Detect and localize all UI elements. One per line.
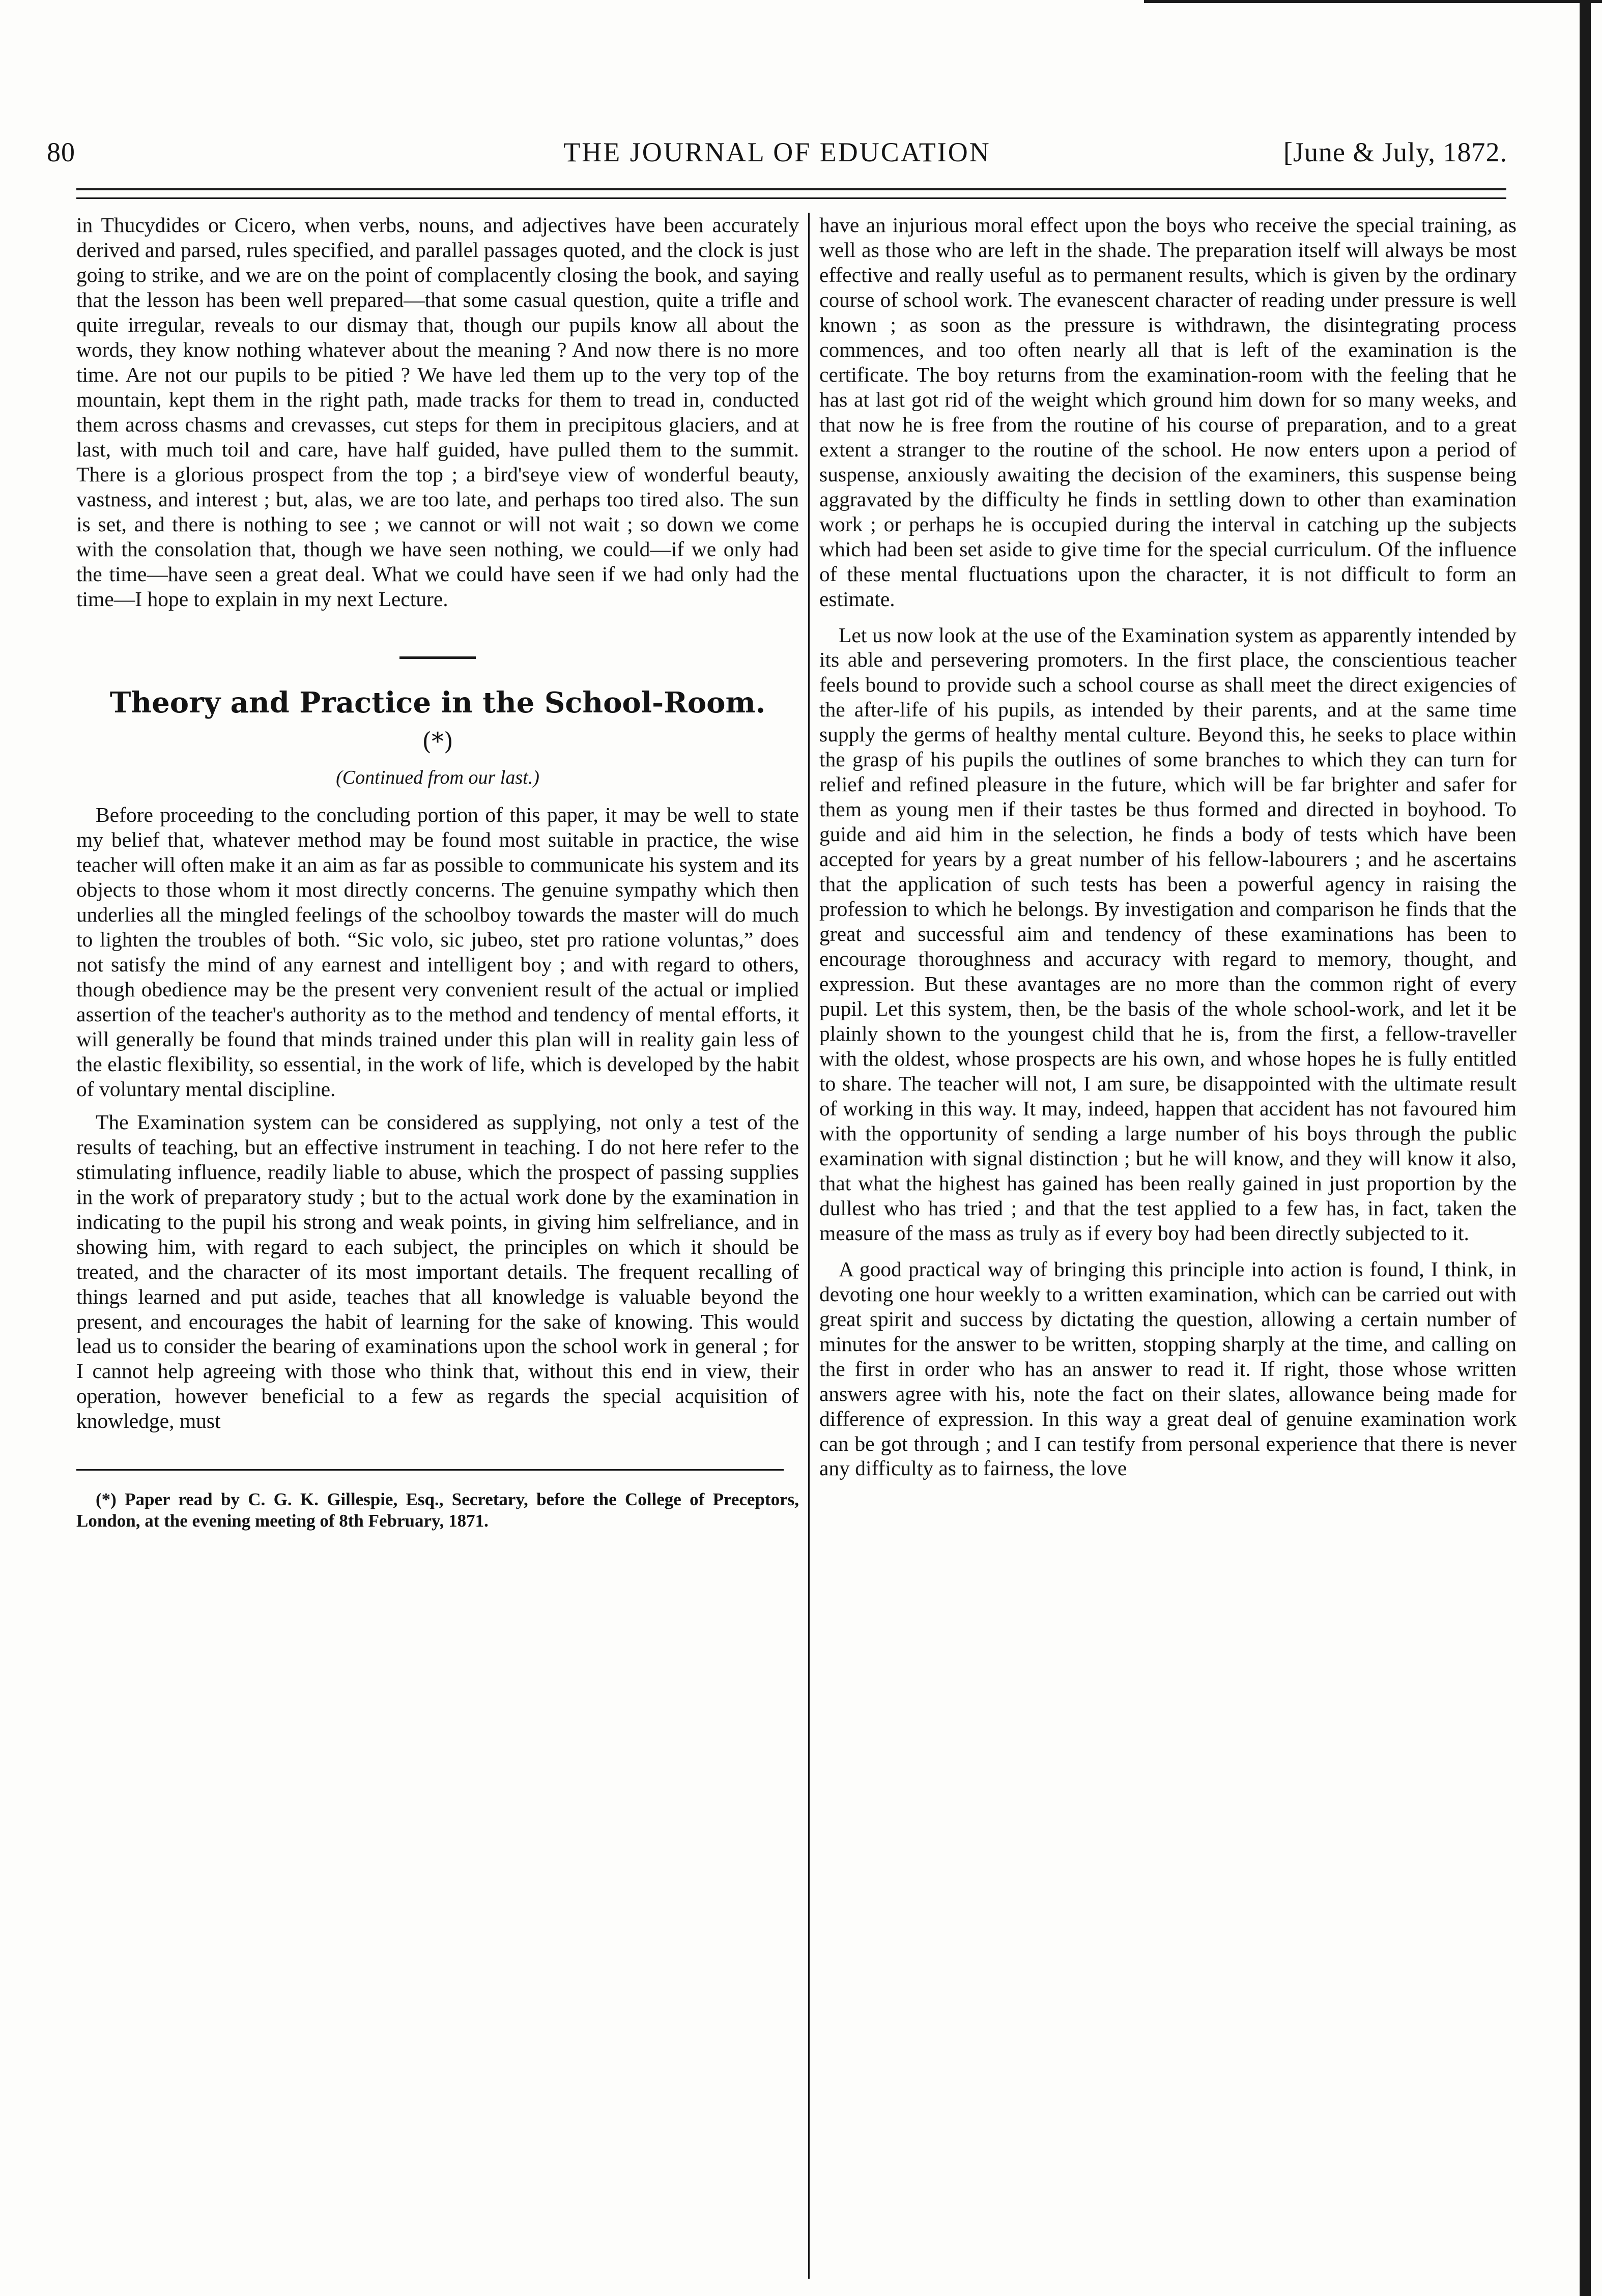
section-subheading: (Continued from our last.): [336, 767, 539, 789]
right-column: [819, 213, 1517, 1486]
body-paragraph: Let us now look at the use of the Examination system as apparently intended by its able and persevering promoters. In the first place, the conscientious teacher feels bound to provide such a school course as shall meet the direct exigencies of the after-life of his pupils, as intended by their parents, and at the same time supply the germs of healthy mental culture. Beyond this, he seeks to place within the grasp of his pupils the outlines of some branches to which they can turn for relief and refined pleasure in the future, which will be far brighter and safer for them as young men if their tastes be thus formed and directed in boyhood. To guide and aid him in the selection, he finds a body of tests which have been accepted for years by a great number of his fellow-labourers ; and he ascertains that the application of such tests has been a powerful agency in raising the profession to which he belongs. By investigation and comparison he finds that the great and successful aim and tendency of these examinations has been to encourage thoroughness and accuracy with regard to memory, thought, and expression. But these avantages are no more than the common right of every pupil. Let this system, then, be the basis of the whole school-work, and let it be plainly shown to the youngest child that he is, from the first, a fellow-traveller with the oldest, whose prospects are his own, and whose hopes he is fully entitled to share. The teacher will not, I am sure, be disappointed with the ultimate result of working in this way. It may, indeed, happen that accident has not favoured him with the opportunity of sending a large number of his boys through the public examination with signal distinction ; but he will know, and they will know it also, that what the highest has gained has been really gained in just proportion by the dullest who has tried ; and that the test applied to a few has, in fact, taken the measure of the mass as truly as if every boy had been directly subjected to it.: [819, 623, 1517, 1245]
top-edge-rule: [1144, 0, 1602, 3]
column-divider: [808, 213, 810, 2279]
page-number: 80: [47, 137, 75, 167]
header-double-rule: [76, 188, 1506, 199]
section-divider: [399, 656, 476, 659]
issue-date: [June & July, 1872.: [1283, 137, 1507, 167]
running-head: [47, 136, 1507, 177]
body-paragraph: A good practical way of bringing this principle into action is found, I think, in devoting one hour weekly to a written examination, which can be carried out with great spirit and success by dictating the question, allowing a certain number of minutes for the answer to be written, stopping sharply at the time, and calling on the first in order who has an answer to read it. If right, those whose written answers agree with his, note the fact on their slates, allowance being made for difference of expression. In this way a great deal of genuine examination work can be got through ; and I can testify from personal experience that there is never any difficulty as to fairness, the love: [819, 1257, 1517, 1480]
section-title-text: Theory and Practice in the School-Room.: [109, 685, 766, 720]
body-paragraph: have an injurious moral effect upon the boys who receive the special training, as well as those who are left in the shade. The preparation itself will always be most effective and really useful as to permanent results, which is given by the ordinary course of school work. The evanescent character of reading under pressure is well known ; as soon as the pressure is withdrawn, the disintegrating process commences, and too often nearly all that is left of the examination is the certificate. The boy returns from the examination-room with the feeling that he has at last got rid of the weight which ground him down for so many weeks, and that now he is free from the routine of his course of preparation, and to a great extent a stranger to the routine of the school. He now enters upon a period of suspense, anxiously awaiting the decision of the examiners, this suspense being aggravated by the difficulty he finds in settling down to other than examination work ; or perhaps he is occupied during the interval in catching up the subjects which had been set aside to give time for the special curriculum. Of the influence of these mental fluctuations upon the character, it is not difficult to form an estimate.: [819, 213, 1517, 611]
page-edge-bar: [1580, 0, 1591, 2296]
footnote: (*) Paper read by C. G. K. Gillespie, Esq., Secretary, before the College of Preceptors, London, at the evening meeting of 8th February, 1871.: [76, 1489, 799, 1531]
footnote-marker: (*): [422, 727, 453, 756]
body-paragraph: Before proceeding to the concluding portion of this paper, it may be well to state my belief that, whatever method may be found most suitable in practice, the wise teacher will often make it an aim as far as possible to communicate his system and its objects to those whom it most directly concerns. The genuine sympathy which then underlies all the mingled feelings of the schoolboy towards the master will do much to lighten the troubles of both. “Sic volo, sic jubeo, stet pro ratione voluntas,” does not satisfy the mind of any earnest and intelligent boy ; and with regard to others, though obedience may be the present very convenient result of the actual or implied assertion of the teacher's authority as to the method and tendency of mental efforts, it will generally be found that minds trained under this plan will in reality gain less of the elastic flexibility, so essential, in the work of life, which is developed by the habit of voluntary mental discipline.: [76, 803, 799, 1101]
left-column: [76, 213, 799, 1532]
footnote-rule: [76, 1469, 784, 1471]
section-title: [97, 684, 779, 760]
body-paragraph: The Examination system can be considered as supplying, not only a test of the results of teaching, but an effective instrument in teaching. I do not here refer to the stimulating influence, readily liable to abuse, which the prospect of passing supplies in the work of preparatory study ; but to the actual work done by the examination in indicating to the pupil his strong and weak points, in giving him selfreliance, and in showing him, with regard to each subject, the principles on which it should be treated, and the character of its most important details. The frequent recalling of things learned and put aside, teaches that all knowledge is valuable beyond the present, and encourages the habit of learning for the sake of knowing. This would lead us to consider the bearing of examinations upon the school work in general ; for I cannot help agreeing with those who think that, without this end in view, their operation, however beneficial to a few as regards the special acquisition of knowledge, must: [76, 1110, 799, 1433]
continued-paragraph: in Thucydides or Cicero, when verbs, nouns, and adjectives have been accurately derived and parsed, rules specified, and parallel passages quoted, and the clock is just going to strike, and we are on the point of complacently closing the book, and saying that the lesson has been well prepared—that some casual question, quite a trifle and quite irregular, reveals to our dismay that, though our pupils know all about the words, they know nothing whatever about the meaning ? And now there is no more time. Are not our pupils to be pitied ? We have led them up to the very top of the mountain, kept them in the right path, made tracks for them to tread in, conducted them across chasms and crevasses, cut steps for them in precipitous glaciers, and at last, with much toil and care, have half guided, have pulled them to the summit. There is a glorious prospect from the top ; a bird'seye view of wonderful beauty, vastness, and interest ; but, alas, we are too late, and perhaps too tired also. The sun is set, and there is nothing to see ; we cannot or will not wait ; so down we come with the consolation that, though we have seen nothing, we could—if we only had the time—have seen a great deal. What we could have seen if we had only had the time—I hope to explain in my next Lecture.: [76, 213, 799, 611]
journal-title: THE JOURNAL OF EDUCATION: [563, 137, 991, 167]
